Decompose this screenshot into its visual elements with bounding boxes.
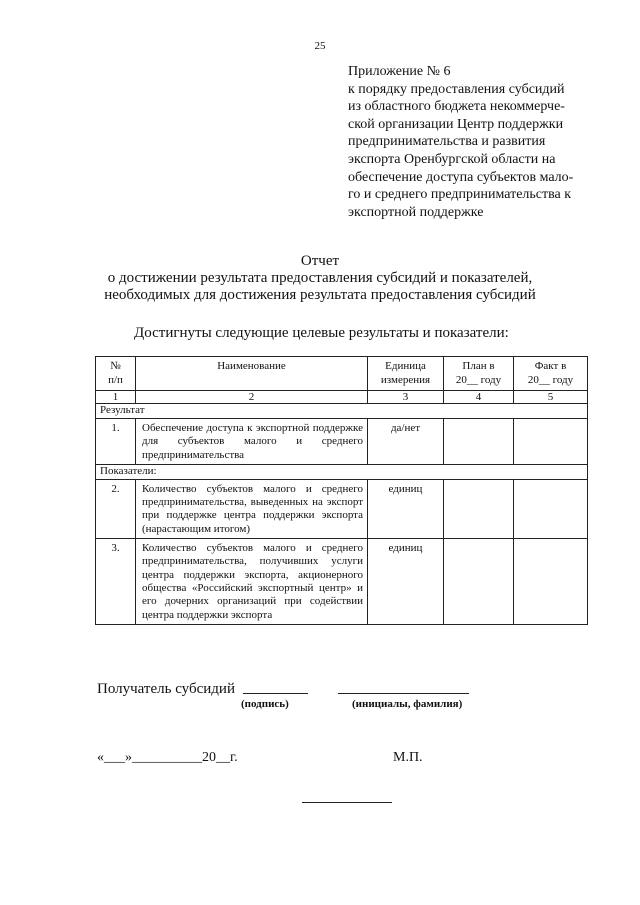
section-result-row: [96, 404, 588, 419]
row-name: Обеспечение доступа к экспортной поддержке для субъектов малого и среднего предпринимательства: [136, 419, 368, 465]
column-number: 4: [444, 391, 514, 404]
row-num: 3.: [96, 539, 136, 625]
name-line: [338, 693, 469, 694]
row-unit: единиц: [368, 539, 444, 625]
section-indicators-row: [96, 464, 588, 479]
header-name: Наименование: [136, 357, 368, 391]
column-number: 1: [96, 391, 136, 404]
row-num: 2.: [96, 479, 136, 538]
appendix-line: ской организации Центр поддержки: [348, 116, 564, 132]
appendix-line: Приложение № 6: [348, 64, 451, 79]
appendix-line: экспортной поддержке: [348, 204, 484, 220]
column-number: 5: [514, 391, 588, 404]
table-row: [96, 479, 588, 538]
page-number: 25: [314, 40, 326, 52]
table-row: [96, 539, 588, 625]
row-num: 1.: [96, 419, 136, 465]
row-plan: [444, 539, 514, 625]
header-unit: Единица измерения: [368, 357, 444, 391]
achieved-text: Достигнуты следующие целевые результаты и показатели:: [134, 325, 509, 341]
row-plan: [444, 479, 514, 538]
appendix-line: экспорта Оренбургской области на: [348, 151, 556, 167]
signature-caption: (подпись): [241, 698, 289, 710]
appendix-line: из областного бюджета некоммерче-: [348, 99, 565, 115]
report-subtitle-line-2: необходимых для достижения результата предоставления субсидий: [104, 287, 536, 303]
header-num: № п/п: [96, 357, 136, 391]
appendix-line: предпринимательства и развития: [348, 134, 546, 150]
appendix-header: [348, 63, 608, 221]
table-header-row: [96, 357, 588, 391]
row-unit: единиц: [368, 479, 444, 538]
row-name: Количество субъектов малого и среднего предпринимательства, выведенных на экспорт при поддержке центра поддержки экспорта (нарастающим итогом): [136, 479, 368, 538]
report-subtitle-line-1: о достижении результата предоставления субсидий и показателей,: [107, 270, 533, 286]
results-table: [95, 356, 588, 625]
row-fact: [514, 479, 588, 538]
column-number-row: [96, 391, 588, 404]
row-fact: [514, 419, 588, 465]
name-caption: (инициалы, фамилия): [352, 698, 463, 710]
header-fact: Факт в 20__ году: [514, 357, 588, 391]
date-line: «___»__________20__г.: [97, 750, 238, 765]
appendix-line: обеспечение доступа субъектов мало-: [348, 169, 574, 185]
section-indicators-label: Показатели:: [96, 464, 588, 479]
signature-line: [243, 693, 308, 694]
report-title-block: [0, 253, 640, 304]
appendix-line: к порядку предоставления субсидий: [348, 81, 565, 97]
footer-line: [302, 802, 392, 803]
table-row: [96, 419, 588, 465]
row-name: Количество субъектов малого и среднего предпринимательства, получивших услуги центра поддержки экспорта, акционерного общества «Российский экспортный центр» и его дочерних организаций при содействии центра поддержки экспорта: [136, 539, 368, 625]
recipient-label: Получатель субсидий: [97, 681, 235, 697]
appendix-line: го и среднего предпринимательства к: [348, 187, 572, 203]
stamp-label: М.П.: [393, 750, 423, 765]
section-result-label: Результат: [96, 404, 588, 419]
column-number: 2: [136, 391, 368, 404]
header-plan: План в 20__ году: [444, 357, 514, 391]
row-plan: [444, 419, 514, 465]
report-title: Отчет: [300, 253, 340, 269]
row-fact: [514, 539, 588, 625]
row-unit: да/нет: [368, 419, 444, 465]
column-number: 3: [368, 391, 444, 404]
